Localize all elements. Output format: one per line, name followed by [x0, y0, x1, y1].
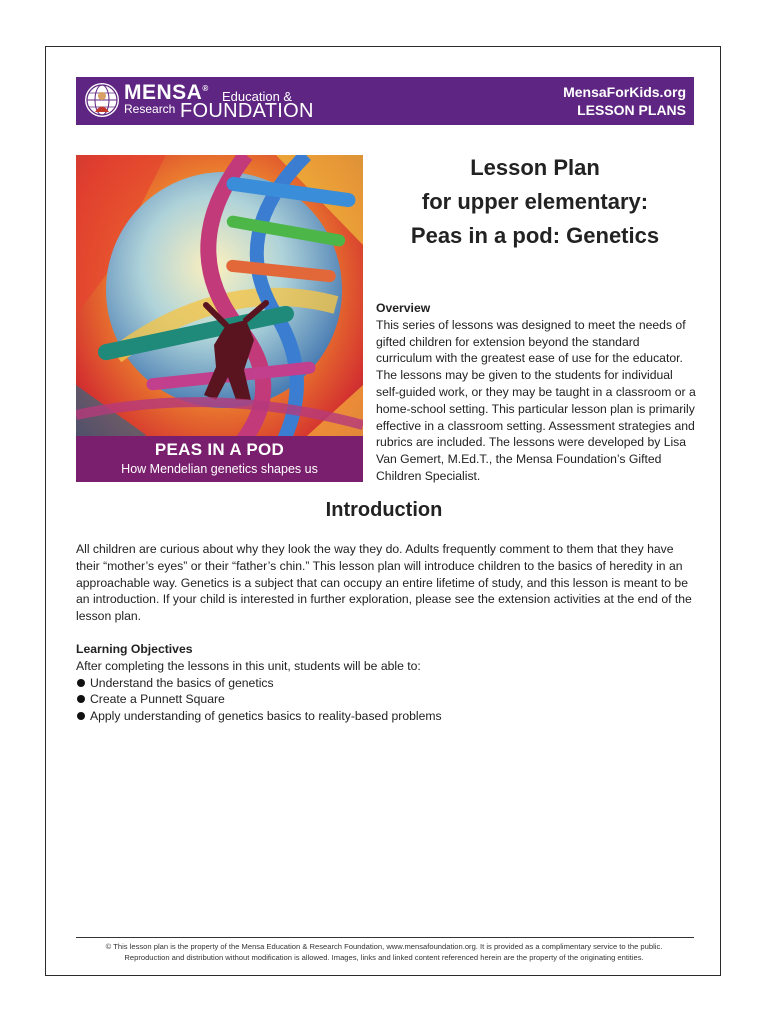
logo-registered-mark: ® — [202, 84, 209, 93]
dna-illustration — [76, 155, 363, 482]
logo-mensa-word: MENSA — [124, 81, 203, 104]
document-page — [45, 46, 721, 976]
learning-objectives — [76, 641, 696, 725]
objective-text: Apply understanding of genetics basics to reality-based problems — [90, 709, 442, 724]
objective-text: Create a Punnett Square — [90, 692, 225, 707]
objective-text: Understand the basics of genetics — [90, 675, 274, 690]
introduction-heading: Introduction — [325, 499, 443, 521]
list-item — [76, 691, 696, 708]
footer-notice — [66, 941, 702, 963]
list-item — [76, 708, 696, 725]
bullet-icon — [77, 695, 85, 703]
cover-title: PEAS IN A POD — [154, 440, 285, 459]
header-site-info — [563, 83, 686, 119]
footer-divider — [76, 937, 694, 938]
logo-education: Education & — [222, 89, 293, 104]
overview-heading: Overview — [376, 301, 431, 315]
globe-icon — [84, 82, 120, 118]
cover-image — [76, 155, 363, 482]
section-name: LESSON PLANS — [577, 102, 686, 118]
objectives-lead: After completing the lessons in this unit, students will be able to: — [76, 658, 421, 673]
objectives-heading: Learning Objectives — [76, 642, 193, 656]
site-name: MensaForKids.org — [563, 84, 686, 100]
title-line-1: Lesson Plan — [470, 155, 600, 180]
footer-line-1: © This lesson plan is the property of the Mensa Education & Research Foundation, www.mensafoundation.org. It is provided as a complimentary service to the public. — [105, 942, 663, 951]
logo-research: Research — [124, 102, 176, 116]
cover-caption — [76, 436, 363, 482]
introduction-body: All children are curious about why they look the way they do. Adults frequently comment to them that they have their “mother’s eyes” or their “father’s chin.” This lesson plan will introduce children to the basics of heredity in an approachable way. Genetics is a subject that can occupy an entire lifetime of study, and this lesson is meant to be an introduction. If your child is interested in further exploration, please see the extension activities at the end of the lesson plan. — [76, 542, 692, 624]
bullet-icon — [77, 712, 85, 720]
foundation-logo-text — [124, 81, 314, 122]
overview-body: This series of lessons was designed to meet the needs of gifted children for extension beyond the standard curriculum with the greatest ease of use for the educator. The lessons may be given to the students for individual self-guided work, or they may be taught in a classroom or a home-school setting. This particular lesson plan is primarily effective in a classroom setting. Assessment strategies and rubrics are included. The lessons were developed by Lisa Van Gemert, M.Ed.T., the Mensa Foundation’s Gifted Children Specialist. — [376, 317, 696, 483]
lesson-title — [376, 151, 694, 253]
title-line-3: Peas in a pod: Genetics — [410, 223, 660, 248]
logo-foundation: FOUNDATION — [180, 100, 314, 122]
cover-subtitle: How Mendelian genetics shapes us — [121, 462, 318, 476]
objectives-list — [76, 675, 696, 725]
bullet-icon — [77, 679, 85, 687]
title-line-2: for upper elementary: — [421, 189, 649, 214]
list-item — [76, 675, 696, 692]
overview-section — [376, 300, 696, 485]
header-banner — [76, 77, 694, 125]
footer-line-2: Reproduction and distribution without modification is allowed. Images, links and linked content referenced herein are the property of the originating entities. — [124, 953, 644, 962]
